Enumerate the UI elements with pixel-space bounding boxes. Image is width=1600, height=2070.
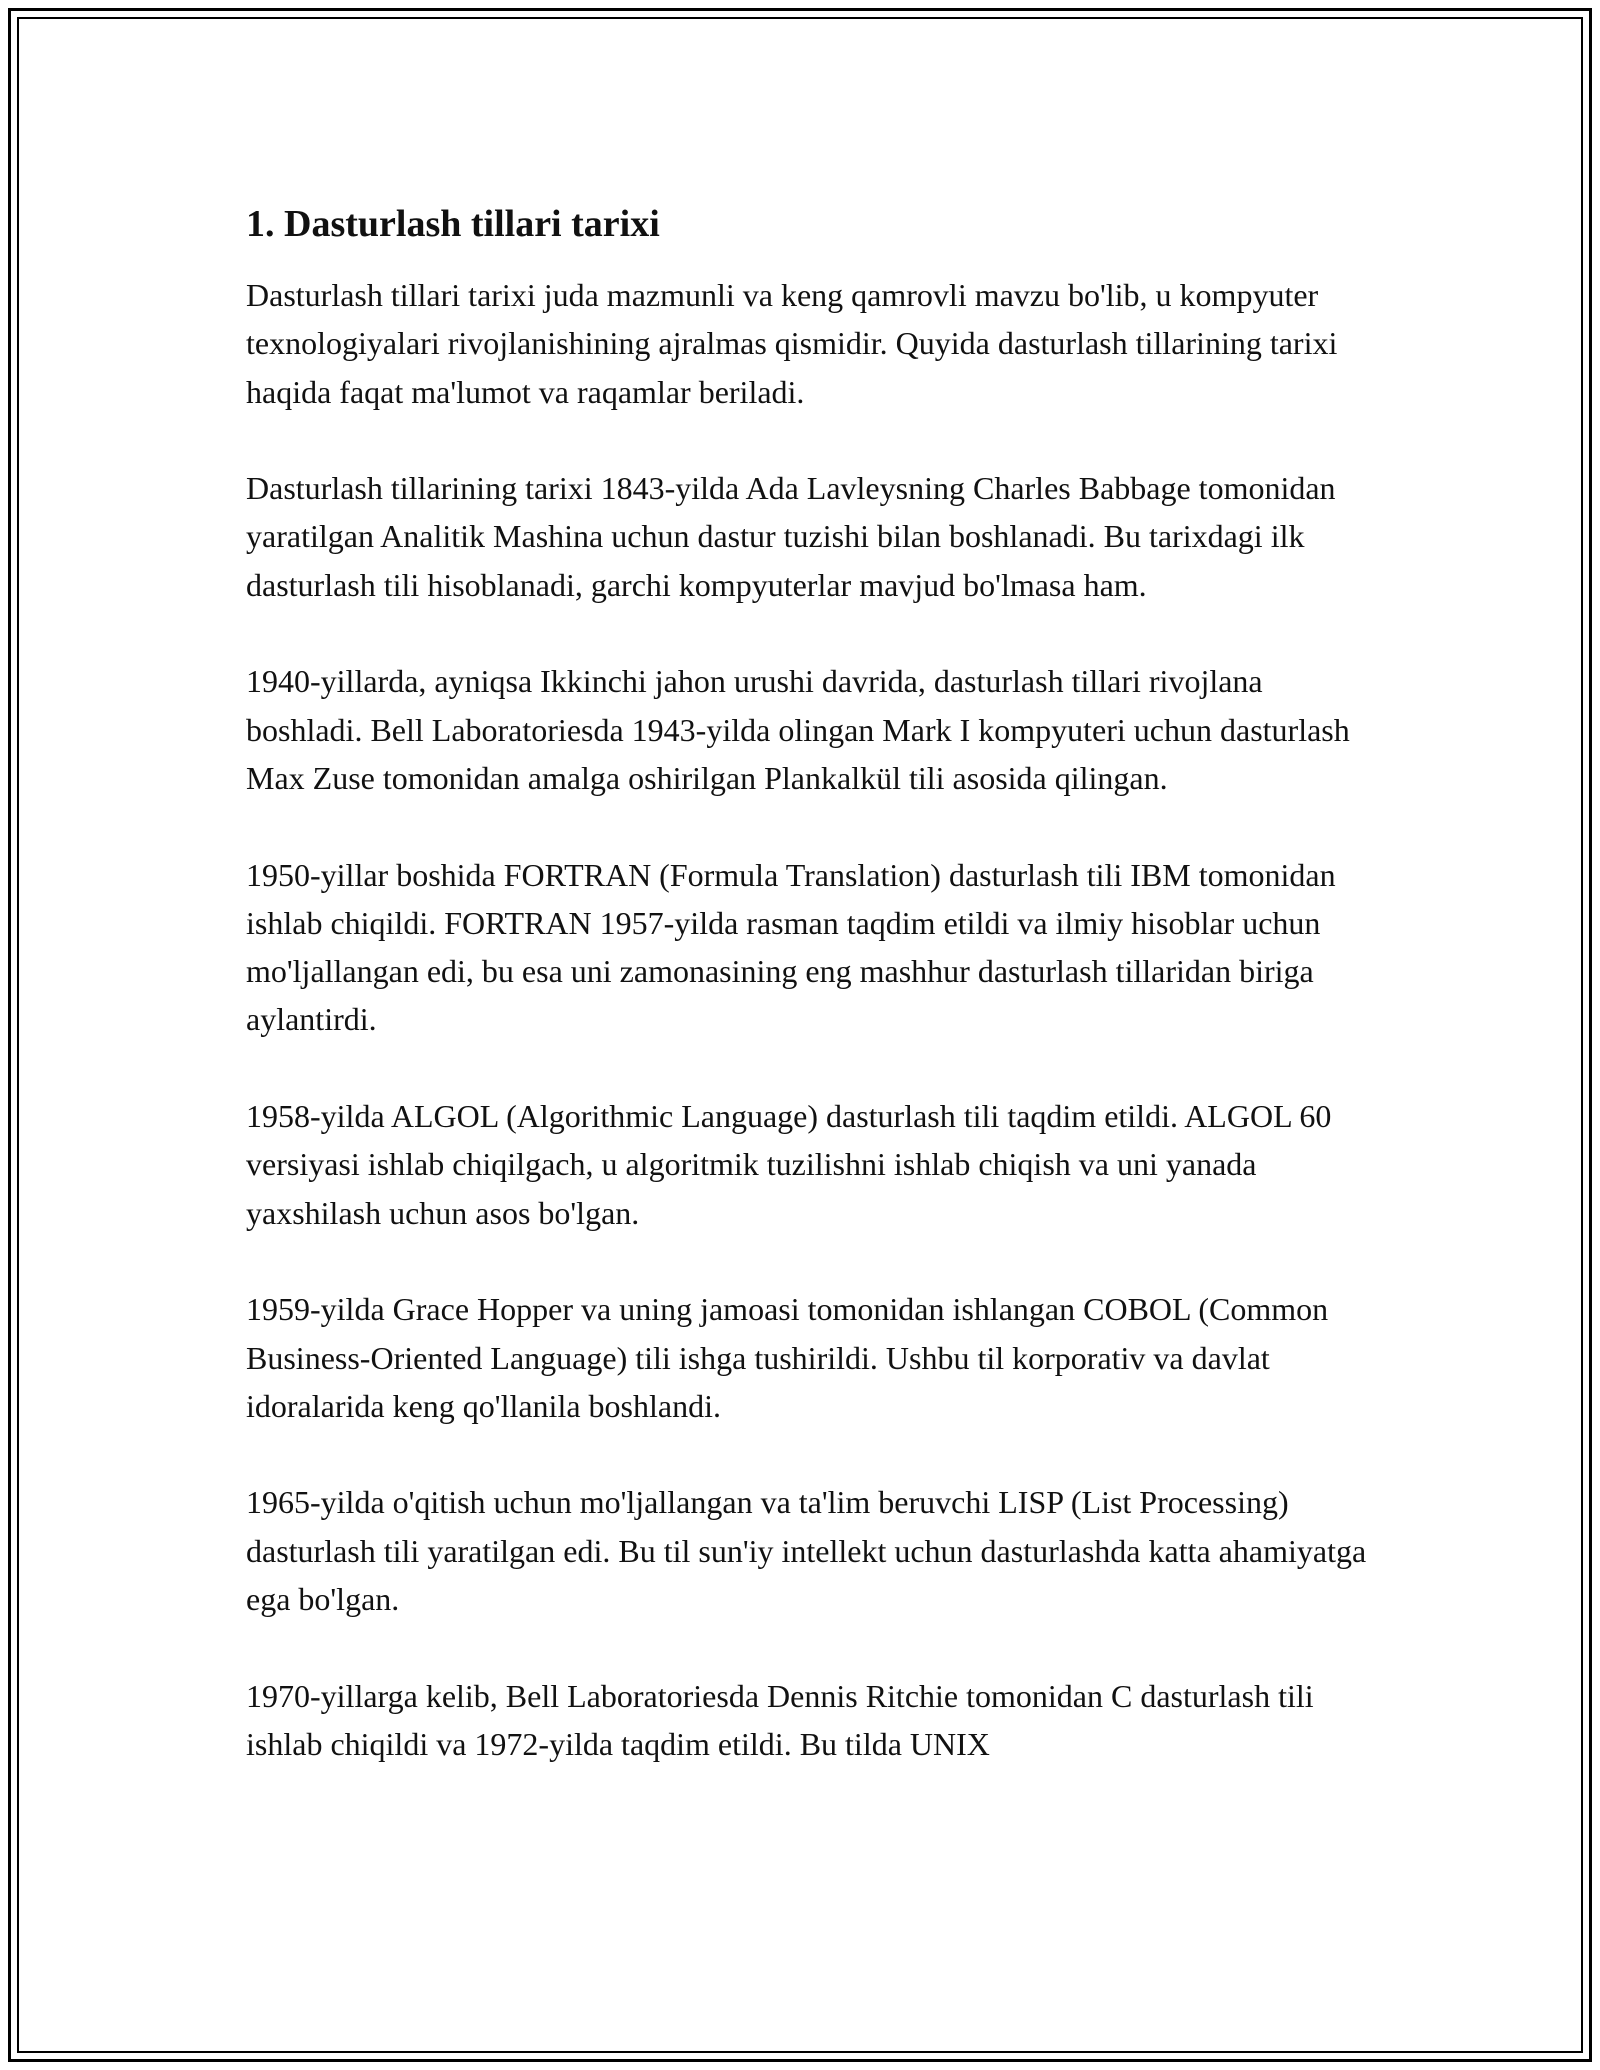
page-border	[8, 8, 1592, 2062]
paragraph-intro: Dasturlash tillari tarixi juda mazmunli va keng qamrovli mavzu bo'lib, u kompyuter texnologiyalari rivojlanishining ajralmas qismidir. Quyida dasturlash tillarining tarixi haqida faqat ma'lumot va raqamlar beriladi.	[246, 277, 1338, 410]
document-body	[246, 199, 1386, 1817]
paragraph-1843: Dasturlash tillarining tarixi 1843-yilda Ada Lavleysning Charles Babbage tomonidan yaratilgan Analitik Mashina uchun dastur tuzishi bilan boshlanadi. Bu tarixdagi ilk dasturlash tili hisoblanadi, garchi kompyuterlar mavjud bo'lmasa ham.	[246, 470, 1336, 603]
paragraph-cobol: 1959-yilda Grace Hopper va uning jamoasi tomonidan ishlangan COBOL (Common Business-Oriented Language) tili ishga tushirildi. Ushbu til korporativ va davlat idoralarida keng qo'llanila boshlandi.	[246, 1291, 1329, 1424]
paragraph-algol: 1958-yilda ALGOL (Algorithmic Language) dasturlash tili taqdim etildi. ALGOL 60 versiyasi ishlab chiqilgach, u algoritmik tuzilishni ishlab chiqish va uni yanada yaxshilash uchun asos bo'lgan.	[246, 1098, 1332, 1231]
paragraph-lisp: 1965-yilda o'qitish uchun mo'ljallangan va ta'lim beruvchi LISP (List Processing) dasturlash tili yaratilgan edi. Bu til sun'iy intellekt uchun dasturlashda katta ahamiyatga ega bo'lgan.	[246, 1484, 1367, 1618]
section-heading: 1. Dasturlash tillari tarixi	[246, 203, 660, 245]
paragraph-c-language: 1970-yillarga kelib, Bell Laboratoriesda Dennis Ritchie tomonidan C dasturlash tili ishlab chiqildi va 1972-yilda taqdim etildi. Bu tilda UNIX	[246, 1677, 1314, 1762]
paragraph-1940s: 1940-yillarda, ayniqsa Ikkinchi jahon urushi davrida, dasturlash tillari rivojlana boshladi. Bell Laboratoriesda 1943-yilda olingan Mark I kompyuteri uchun dasturlash Max Zuse tomonidan amalga oshirilgan Plankalkül tili asosida qilingan.	[246, 663, 1350, 796]
paragraph-fortran: 1950-yillar boshida FORTRAN (Formula Translation) dasturlash tili IBM tomonidan ishlab chiqildi. FORTRAN 1957-yilda rasman taqdim etildi va ilmiy hisoblar uchun mo'ljallangan edi, bu esa uni zamonasining eng mashhur dasturlash tillaridan biriga aylantirdi.	[246, 856, 1336, 1038]
